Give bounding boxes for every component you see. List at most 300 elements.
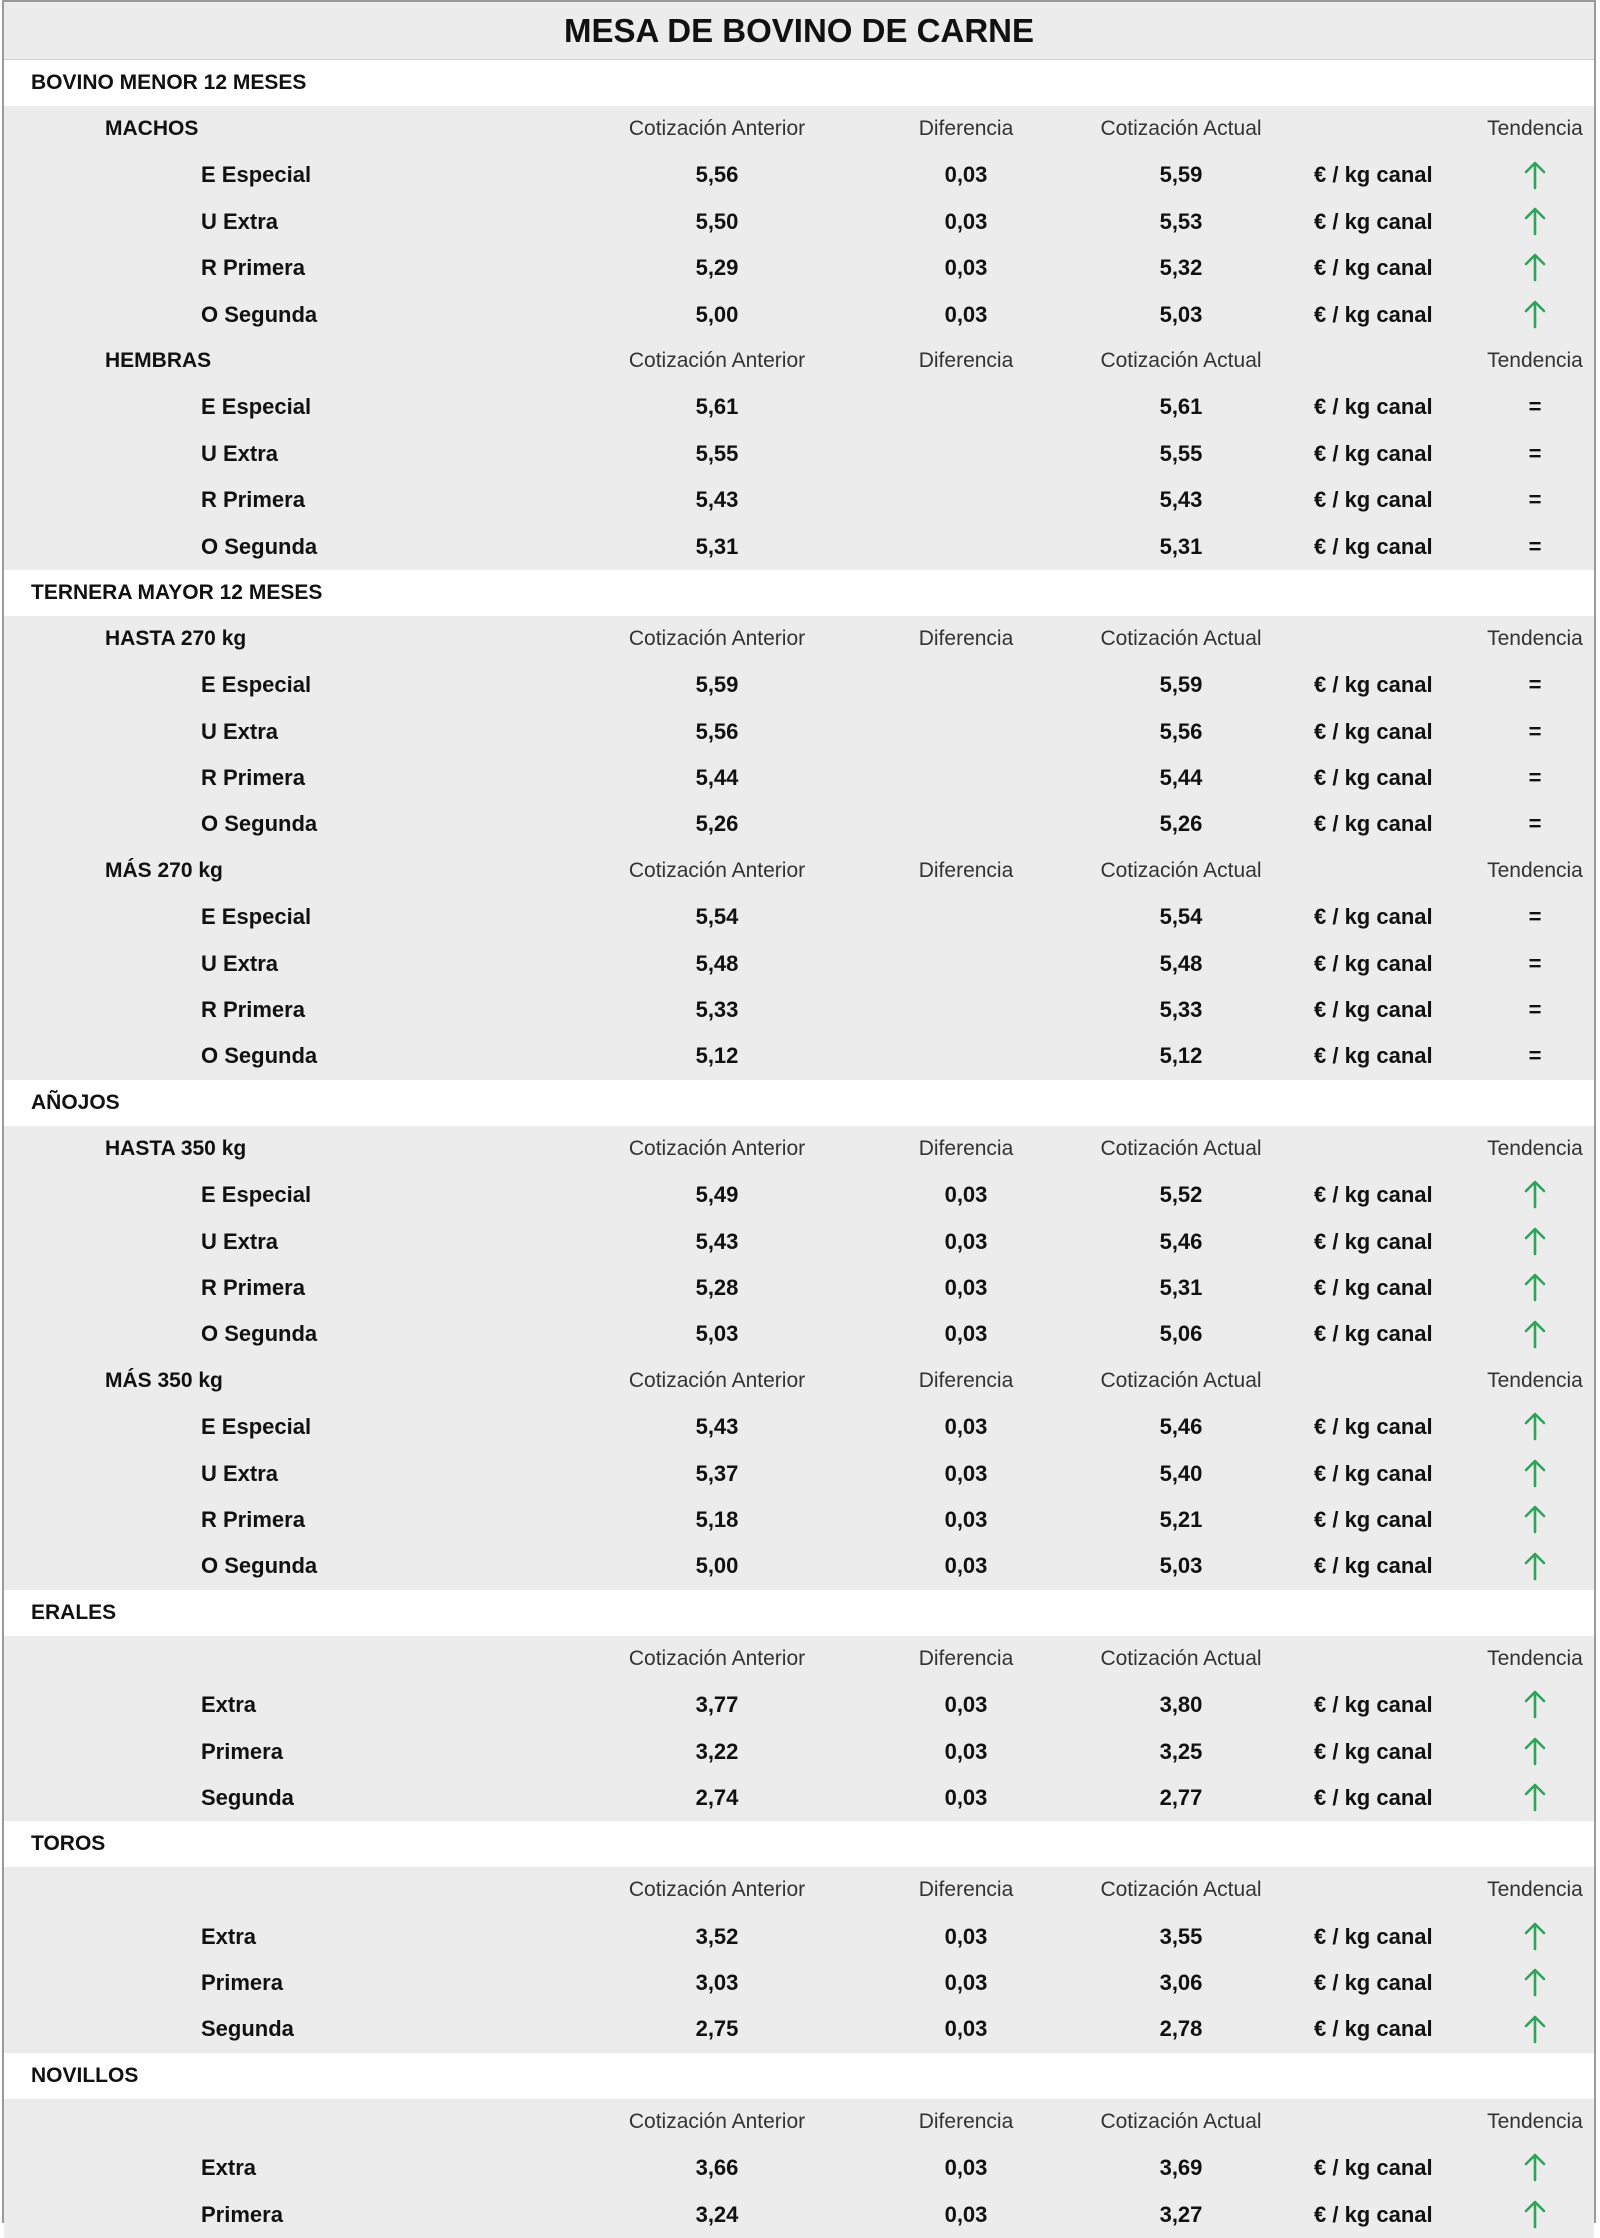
value-actual: 5,31 — [1159, 1274, 1203, 1300]
unit-label: € / kg canal — [1314, 1970, 1433, 1996]
row-label: E Especial — [201, 904, 312, 930]
unit-label: € / kg canal — [1314, 672, 1433, 698]
table-row — [4, 1914, 1594, 1960]
header-cotizacion-actual: Cotización Actual — [1100, 1136, 1262, 1160]
row-label: U Extra — [201, 950, 279, 976]
value-diferencia: 0,03 — [944, 2201, 988, 2227]
value-anterior: 5,28 — [695, 1274, 739, 1300]
value-anterior: 5,33 — [695, 997, 739, 1023]
header-tendencia: Tendencia — [1487, 858, 1583, 882]
value-anterior: 5,54 — [695, 904, 739, 930]
header-diferencia: Diferencia — [918, 1878, 1014, 1902]
trend-cell — [1529, 987, 1542, 1033]
trend-up-arrow-icon — [1523, 1782, 1547, 1812]
value-anterior: 5,61 — [695, 394, 739, 420]
trend-cell — [1523, 1311, 1547, 1357]
value-anterior: 5,44 — [695, 765, 739, 791]
table-row — [4, 709, 1594, 755]
value-anterior: 5,12 — [695, 1043, 739, 1069]
value-anterior: 5,48 — [695, 950, 739, 976]
group-title: HEMBRAS — [105, 348, 212, 372]
row-label: R Primera — [201, 255, 305, 281]
value-actual: 5,54 — [1159, 904, 1203, 930]
unit-label: € / kg canal — [1314, 1182, 1433, 1208]
header-cotizacion-actual: Cotización Actual — [1100, 2109, 1262, 2133]
trend-cell — [1529, 662, 1542, 708]
column-header-row — [4, 2099, 1594, 2145]
unit-label: € / kg canal — [1314, 765, 1433, 791]
trend-cell — [1523, 1729, 1547, 1775]
trend-up-arrow-icon — [1523, 1736, 1547, 1766]
value-actual: 2,77 — [1159, 1784, 1203, 1810]
table-row — [4, 1311, 1594, 1357]
table-row — [4, 2006, 1594, 2052]
section — [4, 2053, 1594, 2238]
trend-equal: = — [1528, 811, 1542, 837]
value-actual: 5,33 — [1159, 997, 1203, 1023]
value-anterior: 5,37 — [695, 1460, 739, 1486]
value-diferencia: 0,03 — [944, 1228, 988, 1254]
section — [4, 1821, 1594, 2053]
trend-equal: = — [1528, 1043, 1542, 1069]
table-row — [4, 199, 1594, 245]
row-label: Primera — [201, 2201, 283, 2227]
trend-cell — [1523, 2145, 1547, 2191]
value-actual: 3,80 — [1159, 1692, 1203, 1718]
row-label: U Extra — [201, 440, 279, 466]
value-anterior: 5,59 — [695, 672, 739, 698]
table-row — [4, 755, 1594, 801]
row-label: O Segunda — [201, 811, 318, 837]
row-label: Primera — [201, 1970, 283, 1996]
value-anterior: 5,26 — [695, 811, 739, 837]
value-anterior: 5,43 — [695, 1228, 739, 1254]
header-cotizacion-actual: Cotización Actual — [1100, 348, 1262, 372]
value-diferencia: 0,03 — [944, 162, 988, 188]
trend-cell — [1529, 755, 1542, 801]
value-actual: 3,25 — [1159, 1738, 1203, 1764]
header-diferencia: Diferencia — [918, 117, 1014, 140]
header-diferencia: Diferencia — [918, 1646, 1014, 1670]
table-row — [4, 941, 1594, 987]
value-actual: 5,43 — [1159, 487, 1203, 513]
value-actual: 5,52 — [1159, 1182, 1203, 1208]
trend-up-arrow-icon — [1523, 2199, 1547, 2229]
column-header-row — [4, 1358, 1594, 1404]
header-cotizacion-anterior: Cotización Anterior — [628, 2109, 806, 2133]
value-actual: 5,55 — [1159, 440, 1203, 466]
unit-label: € / kg canal — [1314, 2155, 1433, 2181]
header-tendencia: Tendencia — [1487, 117, 1583, 140]
trend-up-arrow-icon — [1523, 299, 1547, 329]
unit-label: € / kg canal — [1314, 533, 1433, 559]
value-actual: 5,26 — [1159, 811, 1203, 837]
value-actual: 5,40 — [1159, 1460, 1203, 1486]
column-header-row — [4, 1867, 1594, 1913]
header-cotizacion-anterior: Cotización Anterior — [628, 348, 806, 372]
trend-up-arrow-icon — [1523, 1179, 1547, 1209]
section-title: BOVINO MENOR 12 MESES — [4, 60, 1594, 106]
value-anterior: 5,43 — [695, 1414, 739, 1440]
row-label: Extra — [201, 1923, 257, 1949]
value-actual: 5,32 — [1159, 255, 1203, 281]
section — [4, 1590, 1594, 1822]
section-title: AÑOJOS — [4, 1080, 1594, 1126]
table-row — [4, 524, 1594, 570]
trend-up-arrow-icon — [1523, 1689, 1547, 1719]
value-diferencia: 0,03 — [944, 301, 988, 327]
row-label: O Segunda — [201, 1043, 318, 1069]
trend-up-arrow-icon — [1523, 206, 1547, 236]
unit-label: € / kg canal — [1314, 440, 1433, 466]
header-cotizacion-anterior: Cotización Anterior — [628, 1136, 806, 1160]
value-anterior: 3,24 — [695, 2201, 739, 2227]
table-row — [4, 1033, 1594, 1079]
trend-up-arrow-icon — [1523, 1504, 1547, 1534]
header-diferencia: Diferencia — [918, 348, 1014, 372]
value-actual: 5,56 — [1159, 718, 1203, 744]
value-actual: 5,31 — [1159, 533, 1203, 559]
trend-cell — [1529, 524, 1542, 570]
header-cotizacion-actual: Cotización Actual — [1100, 1368, 1262, 1392]
table-row — [4, 1960, 1594, 2006]
value-diferencia: 0,03 — [944, 1970, 988, 1996]
trend-cell — [1523, 1219, 1547, 1265]
header-cotizacion-actual: Cotización Actual — [1100, 626, 1262, 650]
trend-equal: = — [1528, 718, 1542, 744]
trend-up-arrow-icon — [1523, 1967, 1547, 1997]
table-row — [4, 384, 1594, 430]
value-actual: 5,44 — [1159, 765, 1203, 791]
trend-up-arrow-icon — [1523, 1921, 1547, 1951]
page-title: MESA DE BOVINO DE CARNE — [4, 0, 1594, 60]
column-header-row — [4, 106, 1594, 152]
header-cotizacion-anterior: Cotización Anterior — [628, 1368, 806, 1392]
value-anterior: 5,56 — [695, 162, 739, 188]
trend-equal: = — [1528, 904, 1542, 930]
header-diferencia: Diferencia — [918, 626, 1014, 650]
trend-equal: = — [1528, 487, 1542, 513]
section-title: NOVILLOS — [4, 2053, 1594, 2099]
header-cotizacion-actual: Cotización Actual — [1100, 117, 1262, 140]
trend-cell — [1523, 1451, 1547, 1497]
column-header-row — [4, 1126, 1594, 1172]
unit-label: € / kg canal — [1314, 811, 1433, 837]
unit-label: € / kg canal — [1314, 950, 1433, 976]
value-diferencia: 0,03 — [944, 1321, 988, 1347]
value-actual: 5,46 — [1159, 1228, 1203, 1254]
unit-label: € / kg canal — [1314, 255, 1433, 281]
row-label: O Segunda — [201, 301, 318, 327]
column-header-row — [4, 616, 1594, 662]
value-diferencia: 0,03 — [944, 1182, 988, 1208]
unit-label: € / kg canal — [1314, 1043, 1433, 1069]
value-actual: 5,46 — [1159, 1414, 1203, 1440]
trend-cell — [1523, 2192, 1547, 2238]
price-table-document — [2, 0, 1596, 2227]
table-row — [4, 987, 1594, 1033]
value-actual: 5,61 — [1159, 394, 1203, 420]
header-tendencia: Tendencia — [1487, 2109, 1583, 2133]
table-row — [4, 1729, 1594, 1775]
unit-label: € / kg canal — [1314, 301, 1433, 327]
header-tendencia: Tendencia — [1487, 1646, 1583, 1670]
group-title: HASTA 270 kg — [105, 626, 247, 650]
row-label: R Primera — [201, 997, 305, 1023]
trend-cell — [1523, 1265, 1547, 1311]
value-anterior: 5,55 — [695, 440, 739, 466]
value-anterior: 5,00 — [695, 1553, 739, 1579]
header-cotizacion-anterior: Cotización Anterior — [628, 1646, 806, 1670]
value-actual: 5,59 — [1159, 162, 1203, 188]
value-actual: 3,55 — [1159, 1923, 1203, 1949]
row-label: Segunda — [201, 2016, 294, 2042]
value-actual: 5,03 — [1159, 301, 1203, 327]
trend-up-arrow-icon — [1523, 1551, 1547, 1581]
trend-equal: = — [1528, 765, 1542, 791]
value-anterior: 5,00 — [695, 301, 739, 327]
value-actual: 5,53 — [1159, 208, 1203, 234]
value-anterior: 5,56 — [695, 718, 739, 744]
header-cotizacion-anterior: Cotización Anterior — [628, 626, 806, 650]
row-label: O Segunda — [201, 1553, 318, 1579]
section-body — [4, 2099, 1594, 2238]
value-actual: 5,06 — [1159, 1321, 1203, 1347]
row-label: Extra — [201, 2155, 257, 2181]
table-row — [4, 1219, 1594, 1265]
header-cotizacion-actual: Cotización Actual — [1100, 1646, 1262, 1670]
value-anterior: 5,29 — [695, 255, 739, 281]
trend-cell — [1529, 709, 1542, 755]
value-anterior: 5,18 — [695, 1506, 739, 1532]
trend-equal: = — [1528, 997, 1542, 1023]
unit-label: € / kg canal — [1314, 718, 1433, 744]
row-label: Primera — [201, 1738, 283, 1764]
row-label: E Especial — [201, 1182, 312, 1208]
unit-label: € / kg canal — [1314, 1228, 1433, 1254]
row-label: E Especial — [201, 394, 312, 420]
value-actual: 3,06 — [1159, 1970, 1203, 1996]
column-header-row — [4, 1636, 1594, 1682]
group-title: MÁS 350 kg — [105, 1368, 223, 1392]
value-diferencia: 0,03 — [944, 1506, 988, 1532]
unit-label: € / kg canal — [1314, 1553, 1433, 1579]
value-anterior: 5,03 — [695, 1321, 739, 1347]
trend-equal: = — [1528, 672, 1542, 698]
unit-label: € / kg canal — [1314, 208, 1433, 234]
row-label: U Extra — [201, 208, 279, 234]
table-row — [4, 1265, 1594, 1311]
section-body — [4, 106, 1594, 570]
header-diferencia: Diferencia — [918, 1136, 1014, 1160]
value-diferencia: 0,03 — [944, 1274, 988, 1300]
value-anterior: 5,31 — [695, 533, 739, 559]
unit-label: € / kg canal — [1314, 162, 1433, 188]
header-cotizacion-anterior: Cotización Anterior — [628, 117, 806, 140]
trend-up-arrow-icon — [1523, 160, 1547, 190]
table-row — [4, 2145, 1594, 2191]
table-row — [4, 662, 1594, 708]
value-anterior: 2,75 — [695, 2016, 739, 2042]
unit-label: € / kg canal — [1314, 1692, 1433, 1718]
value-anterior: 5,50 — [695, 208, 739, 234]
trend-cell — [1529, 431, 1542, 477]
group-title: MACHOS — [105, 117, 199, 140]
trend-cell — [1529, 384, 1542, 430]
group-title: HASTA 350 kg — [105, 1136, 247, 1160]
trend-cell — [1523, 2006, 1547, 2052]
unit-label: € / kg canal — [1314, 1506, 1433, 1532]
section-title: ERALES — [4, 1590, 1594, 1636]
value-actual: 5,59 — [1159, 672, 1203, 698]
value-diferencia: 0,03 — [944, 1553, 988, 1579]
header-diferencia: Diferencia — [918, 2109, 1014, 2133]
sections-container — [4, 60, 1594, 2238]
section-body — [4, 1126, 1594, 1590]
header-tendencia: Tendencia — [1487, 1878, 1583, 1902]
row-label: U Extra — [201, 1228, 279, 1254]
value-anterior: 3,03 — [695, 1970, 739, 1996]
trend-cell — [1529, 477, 1542, 523]
value-anterior: 5,43 — [695, 487, 739, 513]
unit-label: € / kg canal — [1314, 1460, 1433, 1486]
table-row — [4, 1172, 1594, 1218]
section-title: TERNERA MAYOR 12 MESES — [4, 570, 1594, 616]
group-title: MÁS 270 kg — [105, 858, 223, 882]
trend-cell — [1529, 941, 1542, 987]
unit-label: € / kg canal — [1314, 1784, 1433, 1810]
table-row — [4, 1404, 1594, 1450]
table-row — [4, 2192, 1594, 2238]
unit-label: € / kg canal — [1314, 2201, 1433, 2227]
row-label: R Primera — [201, 1274, 305, 1300]
unit-label: € / kg canal — [1314, 487, 1433, 513]
trend-cell — [1523, 1172, 1547, 1218]
trend-cell — [1523, 1775, 1547, 1821]
row-label: E Especial — [201, 1414, 312, 1440]
header-tendencia: Tendencia — [1487, 1136, 1583, 1160]
table-row — [4, 245, 1594, 291]
trend-cell — [1523, 199, 1547, 245]
value-anterior: 3,77 — [695, 1692, 739, 1718]
value-diferencia: 0,03 — [944, 255, 988, 281]
section-body — [4, 1867, 1594, 2053]
row-label: R Primera — [201, 487, 305, 513]
value-anterior: 3,22 — [695, 1738, 739, 1764]
row-label: O Segunda — [201, 533, 318, 559]
value-actual: 2,78 — [1159, 2016, 1203, 2042]
section — [4, 60, 1594, 570]
trend-up-arrow-icon — [1523, 1272, 1547, 1302]
table-row — [4, 894, 1594, 940]
table-row — [4, 431, 1594, 477]
value-actual: 5,03 — [1159, 1553, 1203, 1579]
trend-up-arrow-icon — [1523, 2152, 1547, 2182]
table-row — [4, 152, 1594, 198]
row-label: R Primera — [201, 1506, 305, 1532]
trend-up-arrow-icon — [1523, 252, 1547, 282]
section-body — [4, 616, 1594, 1080]
header-diferencia: Diferencia — [918, 858, 1014, 882]
value-diferencia: 0,03 — [944, 2155, 988, 2181]
trend-up-arrow-icon — [1523, 1226, 1547, 1256]
trend-up-arrow-icon — [1523, 1458, 1547, 1488]
trend-cell — [1529, 894, 1542, 940]
section — [4, 1080, 1594, 1590]
header-cotizacion-anterior: Cotización Anterior — [628, 858, 806, 882]
header-cotizacion-anterior: Cotización Anterior — [628, 1878, 806, 1902]
header-tendencia: Tendencia — [1487, 626, 1583, 650]
unit-label: € / kg canal — [1314, 1274, 1433, 1300]
trend-cell — [1529, 1033, 1542, 1079]
trend-equal: = — [1528, 394, 1542, 420]
header-cotizacion-actual: Cotización Actual — [1100, 858, 1262, 882]
value-anterior: 3,52 — [695, 1923, 739, 1949]
unit-label: € / kg canal — [1314, 1923, 1433, 1949]
value-anterior: 2,74 — [695, 1784, 739, 1810]
table-row — [4, 477, 1594, 523]
row-label: R Primera — [201, 765, 305, 791]
section-body — [4, 1636, 1594, 1822]
unit-label: € / kg canal — [1314, 904, 1433, 930]
column-header-row — [4, 338, 1594, 384]
trend-up-arrow-icon — [1523, 1411, 1547, 1441]
unit-label: € / kg canal — [1314, 997, 1433, 1023]
unit-label: € / kg canal — [1314, 1321, 1433, 1347]
trend-equal: = — [1528, 440, 1542, 466]
value-actual: 5,21 — [1159, 1506, 1203, 1532]
header-tendencia: Tendencia — [1487, 1368, 1583, 1392]
trend-equal: = — [1528, 950, 1542, 976]
table-row — [4, 1543, 1594, 1589]
unit-label: € / kg canal — [1314, 1738, 1433, 1764]
trend-cell — [1523, 1682, 1547, 1728]
value-diferencia: 0,03 — [944, 1784, 988, 1810]
row-label: E Especial — [201, 162, 312, 188]
trend-cell — [1523, 1543, 1547, 1589]
value-anterior: 3,66 — [695, 2155, 739, 2181]
value-anterior: 5,49 — [695, 1182, 739, 1208]
value-diferencia: 0,03 — [944, 1738, 988, 1764]
trend-cell — [1529, 801, 1542, 847]
trend-cell — [1523, 1914, 1547, 1960]
value-actual: 5,12 — [1159, 1043, 1203, 1069]
trend-cell — [1523, 1497, 1547, 1543]
value-actual: 3,69 — [1159, 2155, 1203, 2181]
row-label: O Segunda — [201, 1321, 318, 1347]
row-label: Segunda — [201, 1784, 294, 1810]
section-title: TOROS — [4, 1821, 1594, 1867]
section — [4, 570, 1594, 1080]
row-label: E Especial — [201, 672, 312, 698]
row-label: U Extra — [201, 718, 279, 744]
value-diferencia: 0,03 — [944, 1923, 988, 1949]
table-row — [4, 1451, 1594, 1497]
row-label: U Extra — [201, 1460, 279, 1486]
table-row — [4, 801, 1594, 847]
value-diferencia: 0,03 — [944, 1460, 988, 1486]
trend-up-arrow-icon — [1523, 2014, 1547, 2044]
value-diferencia: 0,03 — [944, 1692, 988, 1718]
table-row — [4, 1497, 1594, 1543]
table-row — [4, 292, 1594, 338]
header-tendencia: Tendencia — [1487, 348, 1583, 372]
value-actual: 3,27 — [1159, 2201, 1203, 2227]
header-diferencia: Diferencia — [918, 1368, 1014, 1392]
trend-cell — [1523, 1404, 1547, 1450]
unit-label: € / kg canal — [1314, 2016, 1433, 2042]
trend-equal: = — [1528, 533, 1542, 559]
